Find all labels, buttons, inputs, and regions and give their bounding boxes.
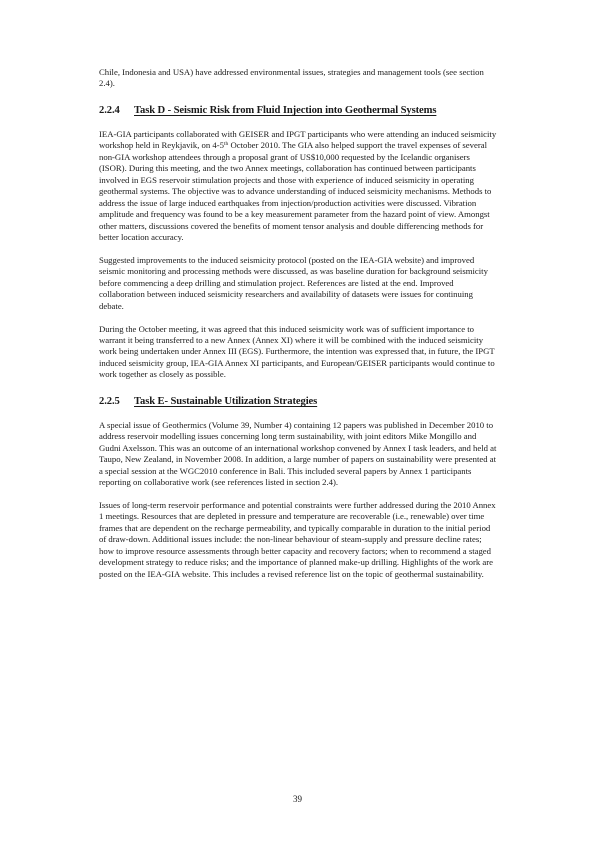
section-number: 2.2.5 — [99, 395, 120, 407]
section-heading-task-e — [99, 395, 497, 408]
task-e-paragraph-2: Issues of long-term reservoir performance and potential constraints were further addressed during the 2010 Annex 1 meetings. Resources that are depleted in pressure and temperature are recoverable (i.e., renewable) over time frames that are dependent on the recharge permeability, and typically comparable in duration to the initial period of draw-down. Additional issues include: the non-linear behaviour of steam-supply and pressure decline rates; how to improve resource assessments through better capacity and recovery factors; when to recommend a staged development strategy to reduce risks; and the importance of planned make-up drilling. Highlights of the work are posted on the IEA-GIA website. This includes a revised reference list on the topic of geothermal sustainability. — [99, 500, 496, 579]
section-number: 2.2.4 — [99, 104, 120, 116]
paragraph-text: October 2010. The GIA also helped support the travel expenses of several non-GIA workshop attendees through a proposal grant of US$10,000 requested by the Icelandic organisers (ISOR). During this meeting, and the two Annex meetings, collaboration has continued between participants involved in EGS reservoir stimulation projects and those with experience of induced seismicity in operating geothermal systems. The objective was to advance understanding of induced seismicity mechanisms. Methods to address the issue of large induced earthquakes from injection/production activities were discussed. Vibration amplitude and frequency was found to be a key measurement parameter from the hazard point of view. Amongst other matters, discussions covered the benefits of moment tensor analysis and double differencing methods for better location accuracy. — [99, 140, 492, 242]
task-e-paragraph-1: A special issue of Geothermics (Volume 39, Number 4) containing 12 papers was published in December 2010 to address reservoir modelling issues concerning long term sustainability, with joint editors Mike Mongillo and Gudni Axelsson. This was an outcome of an international workshop convened by Annex I task leaders, and held at Taupo, New Zealand, in November 2008. In addition, a large number of papers on sustainability were presented at a special session at the WGC2010 conference in Bali. This included several papers by Annex 1 participants reporting on collaborative work (see references listed in section 2.4). — [99, 419, 497, 488]
section-heading-task-d — [99, 104, 497, 117]
ordinal-superscript: th — [224, 141, 229, 148]
task-d-paragraph-2: Suggested improvements to the induced seismicity protocol (posted on the IEA-GIA website) and improved seismic monitoring and processing methods were discussed, as was baseline duration for background seismicity before commencing a deep drilling and stimulation project. References are listed at the end. Improved collaboration between induced seismicity researchers and availability of datasets were issues for continuing debate. — [99, 254, 488, 311]
page-number: 39 — [293, 794, 302, 804]
paragraph-text: IEA-GIA participants collaborated with GEISER and IPGT participants who were attending an induced seismicity workshop held in Reykjavik, on 4-5 — [99, 128, 497, 151]
section-title: Task E- Sustainable Utilization Strategies — [134, 395, 318, 407]
section-title: Task D - Seismic Risk from Fluid Injection into Geothermal Systems — [134, 104, 437, 116]
task-d-paragraph-3: During the October meeting, it was agreed that this induced seismicity work was of sufficient importance to warrant it being transferred to a new Annex (Annex XI) where it will be combined with the induced seismicity work being undertaken under Annex III (EGS). Furthermore, the intention was expressed that, in future, the IPGT induced seismicity group, IEA-GIA Annex XI participants, and European/GEISER participants would continue to work together as closely as possible. — [99, 323, 495, 380]
intro-paragraph: Chile, Indonesia and USA) have addressed environmental issues, strategies and management tools (see section 2.4). — [99, 67, 484, 89]
page-body — [99, 67, 497, 580]
task-d-paragraph-1 — [99, 129, 497, 244]
